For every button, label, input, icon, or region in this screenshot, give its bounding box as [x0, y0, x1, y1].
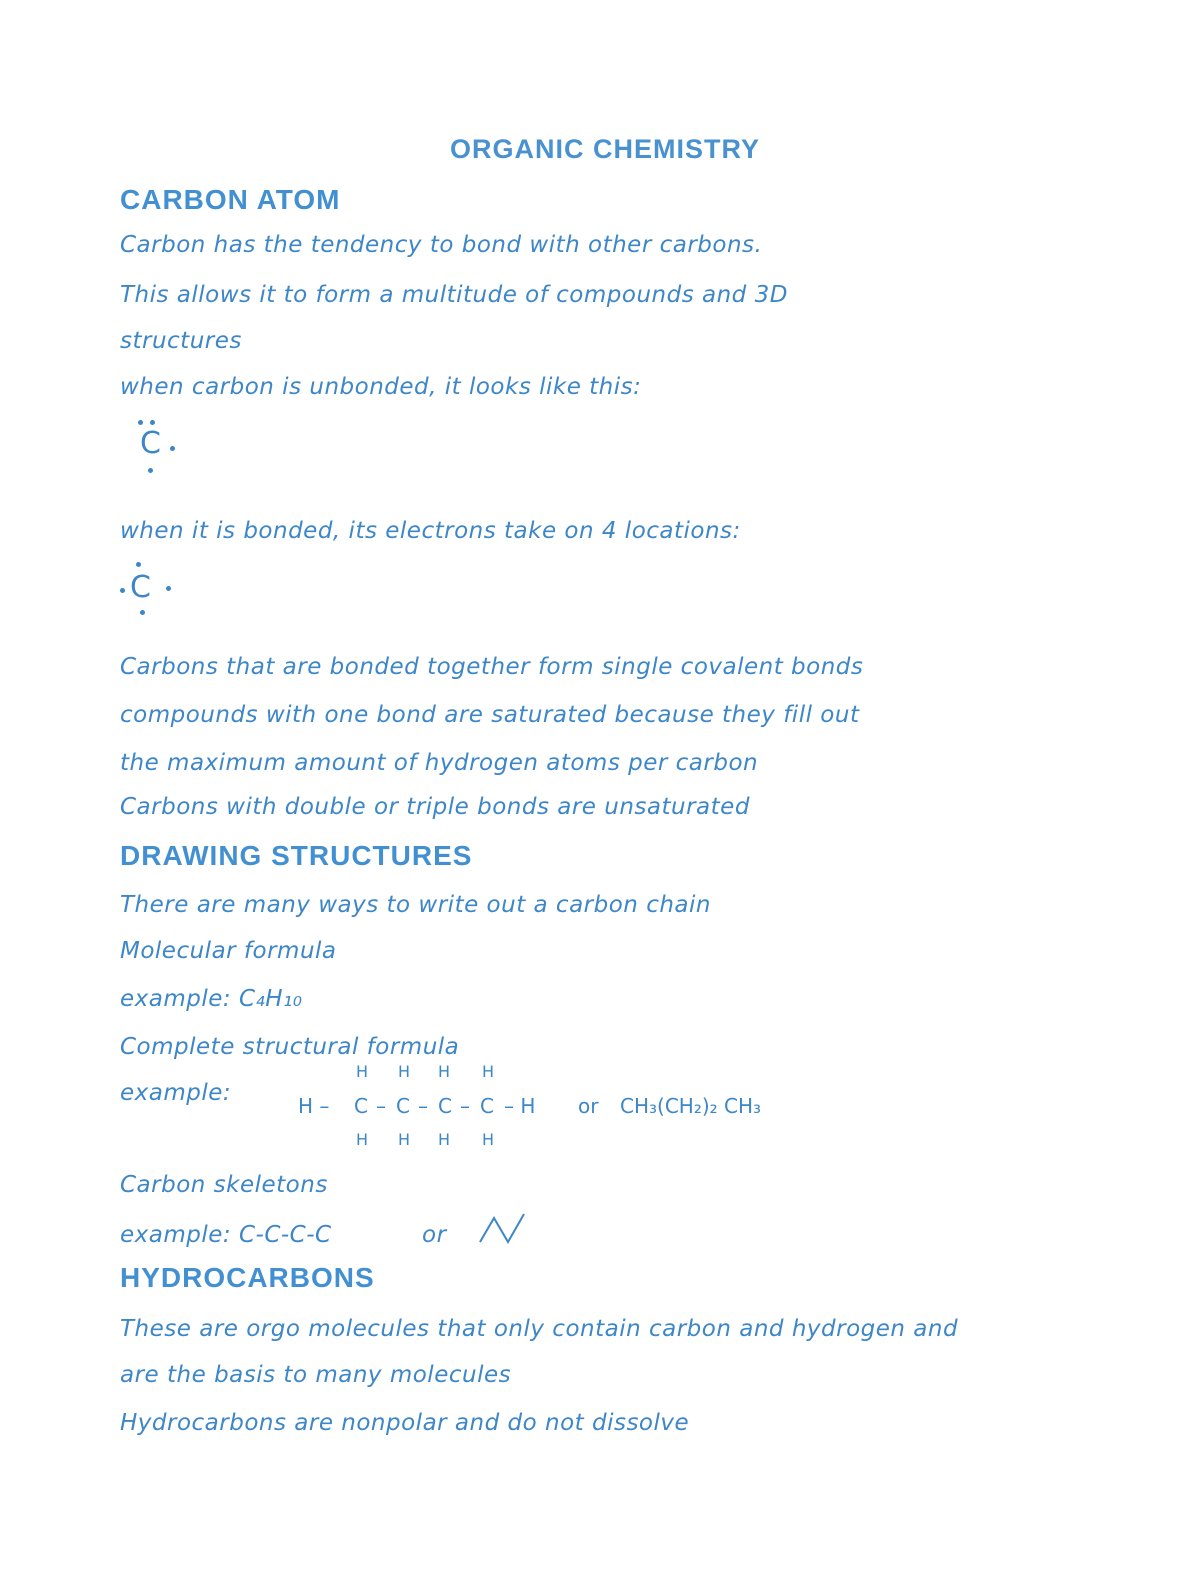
- heading-hydrocarbons: HYDROCARBONS: [120, 1262, 375, 1293]
- electron-dot: [148, 468, 153, 473]
- electron-dot: [120, 588, 125, 593]
- note-line: This allows it to form a multitude of compounds and 3D: [120, 282, 788, 308]
- unbonded-carbon-lewis: [126, 418, 186, 478]
- note-line: example: C₄H₁₀: [120, 986, 303, 1012]
- hydrogen-bottom: H: [398, 1130, 411, 1149]
- page-title: ORGANIC CHEMISTRY: [449, 134, 760, 164]
- butane-structural-formula: [290, 1062, 850, 1162]
- end-hydrogen-left: H –: [298, 1094, 330, 1118]
- carbon-symbol: C: [130, 570, 151, 605]
- note-line: Molecular formula: [120, 938, 337, 964]
- heading-carbon-atom: CARBON ATOM: [120, 184, 341, 215]
- carbon-atom: C: [438, 1094, 452, 1118]
- bonded-carbon-lewis: [116, 562, 176, 622]
- single-bond: –: [418, 1094, 428, 1118]
- note-line: There are many ways to write out a carbon chain: [120, 892, 711, 918]
- electron-dot: [136, 562, 141, 567]
- or-label: or: [422, 1222, 447, 1248]
- hydrogen-bottom: H: [438, 1130, 451, 1149]
- note-line: when it is bonded, its electrons take on 4 locations:: [120, 518, 741, 544]
- single-bond: –: [376, 1094, 386, 1118]
- note-line: when carbon is unbonded, it looks like this:: [120, 374, 642, 400]
- note-line: example:: [120, 1080, 232, 1106]
- carbon-atom: C: [396, 1094, 410, 1118]
- note-line: example: C-C-C-C: [120, 1222, 332, 1248]
- note-line: These are orgo molecules that only contain carbon and hydrogen and: [120, 1316, 959, 1342]
- electron-dot: [140, 610, 145, 615]
- electron-dot: [166, 586, 171, 591]
- note-line: Complete structural formula: [120, 1034, 460, 1060]
- carbon-symbol: C: [140, 426, 161, 461]
- hydrogen-bottom: H: [356, 1130, 369, 1149]
- hydrogen-top: H: [482, 1062, 495, 1081]
- note-line: compounds with one bond are saturated because they fill out: [120, 702, 860, 728]
- single-bond: –: [460, 1094, 470, 1118]
- electron-dot: [138, 420, 143, 425]
- hydrogen-top: H: [438, 1062, 451, 1081]
- carbon-skeleton-zigzag: [478, 1212, 528, 1248]
- note-line: are the basis to many molecules: [120, 1362, 512, 1388]
- electron-dot: [150, 420, 155, 425]
- note-line: the maximum amount of hydrogen atoms per carbon: [120, 750, 759, 776]
- carbon-atom: C: [480, 1094, 494, 1118]
- hydrogen-bottom: H: [482, 1130, 495, 1149]
- hydrogen-top: H: [398, 1062, 411, 1081]
- electron-dot: [170, 446, 175, 451]
- carbon-atom: C: [354, 1094, 368, 1118]
- heading-drawing-structures: DRAWING STRUCTURES: [120, 840, 473, 871]
- condensed-formula: CH₃(CH₂)₂ CH₃: [620, 1094, 762, 1118]
- or-label: or: [578, 1094, 599, 1118]
- note-line: Hydrocarbons are nonpolar and do not dissolve: [120, 1410, 690, 1436]
- end-hydrogen-right: – H: [504, 1094, 536, 1118]
- note-line: structures: [120, 328, 242, 354]
- note-line: Carbon skeletons: [120, 1172, 328, 1198]
- hydrogen-top: H: [356, 1062, 369, 1081]
- note-line: Carbons with double or triple bonds are unsaturated: [120, 794, 750, 820]
- note-line: Carbons that are bonded together form single covalent bonds: [120, 654, 864, 680]
- note-line: Carbon has the tendency to bond with other carbons.: [120, 232, 763, 258]
